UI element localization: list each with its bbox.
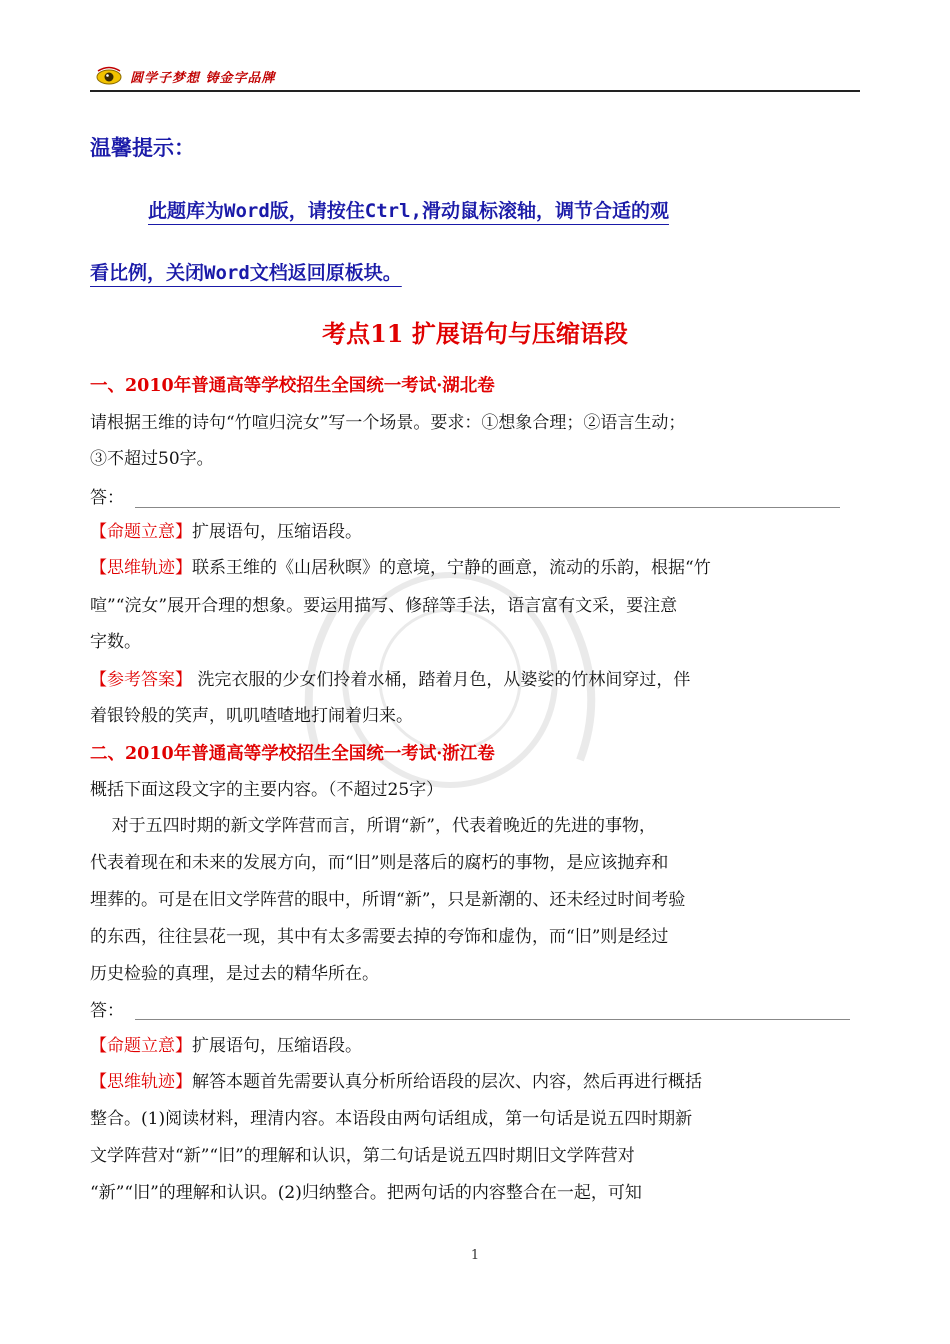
s2-intent-text: 扩展语句，压缩语段。 xyxy=(192,1036,362,1056)
s1-answer-label: 答： xyxy=(90,488,124,508)
s2-answer-line[interactable] xyxy=(135,1019,850,1020)
page-title: 考点11 扩展语句与压缩语段 xyxy=(322,319,628,348)
s1-thought-text-1: 联系王维的《山居秋暝》的意境，宁静的画意，流动的乐韵，根据“竹 xyxy=(192,558,711,578)
s2-intent xyxy=(90,1028,860,1064)
tip-line-1: 此题库为Word版，请按住Ctrl,滑动鼠标滚轴，调节合适的观 xyxy=(148,200,669,222)
s2-intent-tag: 【命题立意】 xyxy=(90,1036,192,1056)
s1-reference-2: 着银铃般的笑声，叽叽喳喳地打闹着归来。 xyxy=(90,706,413,726)
s2-passage-4: 的东西，往往昙花一现，其中有太多需要去掉的夸饰和虚伪，而“旧”则是经过 xyxy=(90,927,669,947)
section-1-heading: 一、2010年普通高等学校招生全国统一考试·湖北卷 xyxy=(90,376,495,396)
s2-passage-3: 埋葬的。可是在旧文学阵营的眼中，所谓“新”，只是新潮的、还未经过时间考验 xyxy=(90,890,686,910)
header-slogan: 圆学子梦想 铸金字品牌 xyxy=(130,71,276,86)
s1-thought-1 xyxy=(90,550,860,586)
s1-intent xyxy=(90,514,860,550)
s2-question: 概括下面这段文字的主要内容。（不超过25字） xyxy=(90,780,444,800)
s1-intent-tag: 【命题立意】 xyxy=(90,522,192,542)
s2-thought-4: “新”“旧”的理解和认识。(2)归纳整合。把两句话的内容整合在一起，可知 xyxy=(90,1183,642,1203)
s1-thought-tag: 【思维轨迹】 xyxy=(90,558,192,578)
s1-question-1: 请根据王维的诗句“竹喧归浣女”写一个场景。要求：①想象合理；②语言生动； xyxy=(90,413,686,433)
s2-thought-3: 文学阵营对“新”“旧”的理解和认识，第二句话是说五四时期旧文学阵营对 xyxy=(90,1146,635,1166)
s1-thought-3: 字数。 xyxy=(90,632,141,652)
s2-thought-text-1: 解答本题首先需要认真分析所给语段的层次、内容，然后再进行概括 xyxy=(192,1072,702,1092)
s1-thought-2: 喧”“浣女”展开合理的想象。要运用描写、修辞等手法，语言富有文采，要注意 xyxy=(90,596,678,616)
s1-question-2: ③不超过50字。 xyxy=(90,449,214,469)
s1-reference-text-1: 洗完衣服的少女们拎着水桶，踏着月色，从婆娑的竹林间穿过，伴 xyxy=(192,670,691,690)
s2-thought-1 xyxy=(90,1064,860,1100)
s1-reference-tag: 【参考答案】 xyxy=(90,670,192,690)
tip-title: 温馨提示： xyxy=(90,136,195,160)
s1-intent-text: 扩展语句，压缩语段。 xyxy=(192,522,362,542)
eye-logo-icon xyxy=(96,66,122,86)
s2-passage-5: 历史检验的真理，是过去的精华所在。 xyxy=(90,964,379,984)
s2-passage-1: 对于五四时期的新文学阵营而言，所谓“新”，代表着晚近的先进的事物， xyxy=(90,816,656,836)
page-number: 1 xyxy=(470,1248,480,1263)
s2-thought-tag: 【思维轨迹】 xyxy=(90,1072,192,1092)
section-2-heading: 二、2010年普通高等学校招生全国统一考试·浙江卷 xyxy=(90,744,495,764)
s1-reference-1 xyxy=(90,662,860,698)
page-header xyxy=(90,62,860,92)
s2-thought-2: 整合。(1)阅读材料，理清内容。本语段由两句话组成，第一句话是说五四时期新 xyxy=(90,1109,693,1129)
s1-answer-line[interactable] xyxy=(135,507,840,508)
s2-passage-2: 代表着现在和未来的发展方向，而“旧”则是落后的腐朽的事物，是应该抛弃和 xyxy=(90,853,669,873)
s2-answer-label: 答： xyxy=(90,1001,124,1021)
tip-line-2: 看比例，关闭Word文档返回原板块。 xyxy=(90,262,402,284)
